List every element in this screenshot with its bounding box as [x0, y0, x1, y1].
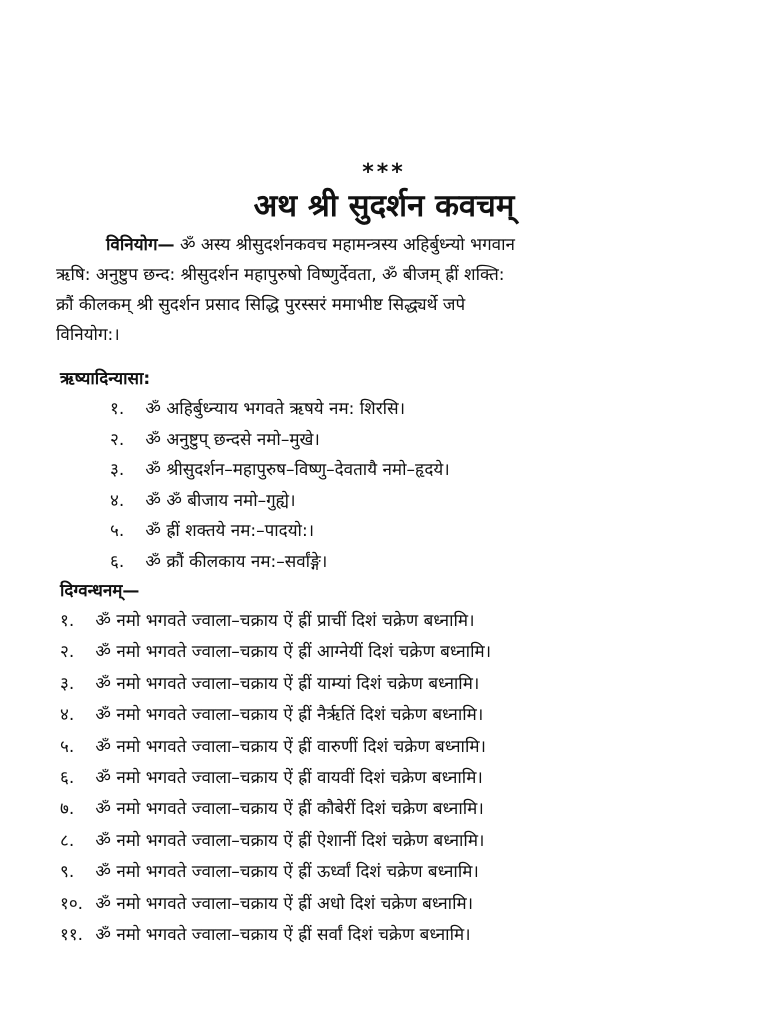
viniyoga-label: विनियोग—	[106, 235, 175, 255]
item-number: ३.	[110, 460, 125, 480]
list-item	[60, 920, 720, 951]
item-number: ६.	[110, 551, 125, 572]
list-item	[60, 826, 720, 857]
item-text: ॐ नमो भगवते ज्वाला–चक्राय ऐं ह्रीं कौबेरीं दिशं चक्रेण बध्नामि।	[95, 799, 484, 820]
item-number: ३.	[60, 673, 75, 694]
viniyoga-line-4: विनियोग:।	[56, 325, 120, 345]
item-text: ॐ नमो भगवते ज्वाला–चक्राय ऐं ह्रीं अधो दिशं चक्रेण बध्नामि।	[95, 893, 474, 914]
list-item	[110, 486, 670, 517]
digbandhana-heading: दिग्वन्धनम्—	[60, 581, 140, 601]
item-number: १.	[60, 611, 75, 631]
viniyoga-paragraph	[56, 230, 716, 350]
list-item	[60, 637, 720, 668]
item-text: ॐ ॐ बीजाय नमो–गुह्ये।	[145, 490, 296, 511]
item-text: ॐ नमो भगवते ज्वाला–चक्राय ऐं ह्रीं याम्यां दिशं चक्रेण बध्नामि।	[95, 673, 480, 694]
item-text: ॐ ह्रीं शक्तये नम:–पादयो:।	[145, 521, 315, 541]
item-text: ॐ नमो भगवते ज्वाला–चक्राय ऐं ह्रीं वायवीं दिशं चक्रेण बध्नामि।	[95, 767, 483, 788]
item-number: ४.	[110, 490, 125, 511]
item-text: ॐ नमो भगवते ज्वाला–चक्राय ऐं ह्रीं प्राचीं दिशं चक्रेण बध्नामि।	[95, 611, 475, 631]
item-number: २.	[110, 429, 125, 450]
list-item	[110, 394, 670, 425]
item-number: ४.	[60, 705, 75, 726]
list-item	[60, 732, 720, 763]
item-number: ७.	[60, 799, 75, 820]
item-text: ॐ नमो भगवते ज्वाला–चक्राय ऐं ह्रीं सर्वां दिशं चक्रेण बध्नामि।	[95, 924, 471, 945]
item-text: ॐ नमो भगवते ज्वाला–चक्राय ऐं ह्रीं वारुणीं दिशं चक्रेण बध्नामि।	[95, 736, 486, 757]
item-number: २.	[60, 642, 75, 663]
item-number: ८.	[60, 830, 75, 851]
list-item	[60, 700, 720, 731]
item-number: ११.	[60, 924, 84, 945]
list-item	[110, 547, 670, 578]
list-item	[110, 516, 670, 547]
item-text: ॐ नमो भगवते ज्वाला–चक्राय ऐं ह्रीं ऊर्ध्वां दिशं चक्रेण बध्नामि।	[95, 862, 479, 883]
viniyoga-line-3: क्रौं कीलकम् श्री सुदर्शन प्रसाद सिद्धि पुरस्सरं ममाभीष्ट सिद्ध्यर्थे जपे	[56, 295, 466, 315]
page-title: अथ श्री सुदर्शन कवचम्	[253, 188, 515, 224]
list-item	[110, 425, 670, 456]
item-text: ॐ नमो भगवते ज्वाला–चक्राय ऐं ह्रीं नैर्ऋतिं दिशं चक्रेण बध्नामि।	[95, 705, 484, 726]
item-text: ॐ क्रौं कीलकाय नम:–सर्वांङ्गे।	[145, 551, 328, 572]
item-number: १०.	[60, 893, 84, 914]
item-text: ॐ नमो भगवते ज्वाला–चक्राय ऐं ह्रीं आग्नेयीं दिशं चक्रेण बध्नामि।	[95, 642, 492, 663]
item-number: ५.	[60, 736, 75, 757]
item-number: ९.	[60, 862, 75, 883]
viniyoga-line-2: ऋषि: अनुष्टुप छन्द: श्रीसुदर्शन महापुरुषो विष्णुर्देवता, ॐ बीजम् ह्रीं शक्ति:	[56, 265, 505, 285]
rishyadi-heading: ऋष्यादिन्यासा:	[60, 369, 151, 389]
list-item	[60, 889, 720, 920]
item-number: १.	[110, 399, 125, 419]
ornament-stars: ***	[362, 160, 406, 185]
list-item	[60, 606, 720, 637]
item-text: ॐ अहिर्बुध्न्याय भगवते ऋषये नम: शिरसि।	[145, 399, 406, 419]
item-text: ॐ श्रीसुदर्शन–महापुरुष–विष्णु–देवतायै नमो–हृदये।	[145, 460, 450, 480]
list-item	[60, 669, 720, 700]
viniyoga-line-1	[56, 230, 716, 260]
list-item	[110, 455, 670, 486]
list-item	[60, 794, 720, 825]
viniyoga-text-1: ॐ अस्य श्रीसुदर्शनकवच महामन्त्रस्य अहिर्बुध्न्यो भगवान	[179, 235, 515, 255]
item-number: ५.	[110, 521, 125, 541]
digbandhana-list	[60, 606, 720, 951]
item-number: ६.	[60, 767, 75, 788]
item-text: ॐ नमो भगवते ज्वाला–चक्राय ऐं ह्रीं ऐशानीं दिशं चक्रेण बध्नामि।	[95, 830, 485, 851]
rishyadi-list	[110, 394, 670, 577]
list-item	[60, 763, 720, 794]
list-item	[60, 857, 720, 888]
item-text: ॐ अनुष्टुप् छन्दसे नमो–मुखे।	[145, 429, 320, 450]
